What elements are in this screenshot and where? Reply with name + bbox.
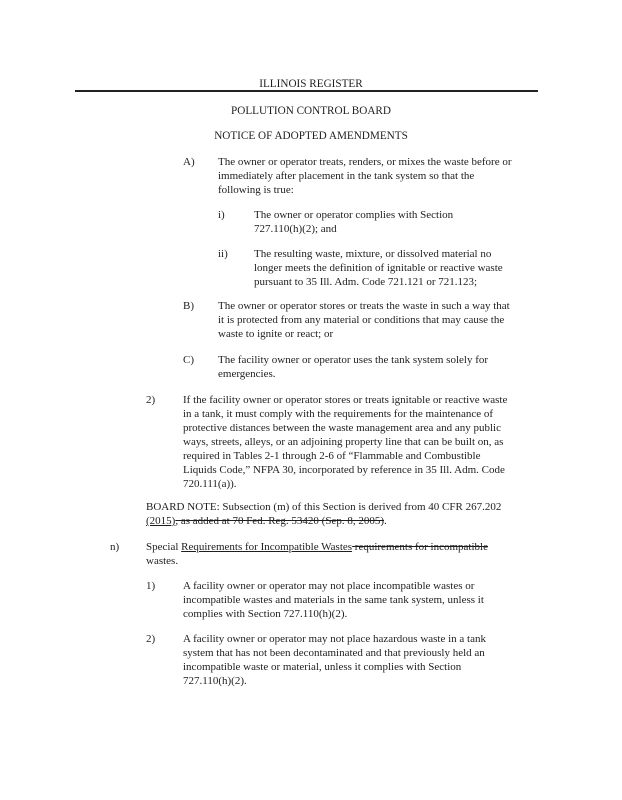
text-line: The owner or operator stores or treats the waste in such a way that: [218, 300, 510, 312]
deleted-text: , as added at 70 Fed. Reg. 53420 (Sep. 8, 2005): [175, 515, 384, 527]
text-line: [146, 514, 501, 528]
text-line: 727.110(h)(2); and: [254, 223, 337, 235]
item-text-n: [146, 540, 488, 568]
item-text-C: [218, 353, 488, 381]
item-text-n-1: [183, 579, 484, 621]
text-fragment: Special: [146, 541, 182, 553]
board-note: [146, 500, 501, 528]
text-line: emergencies.: [218, 368, 276, 380]
text-line: required in Tables 2-1 through 2-6 of “Flammable and Combustible: [183, 450, 481, 462]
item-text-A-i: [254, 208, 453, 236]
text-line: The owner or operator complies with Section: [254, 209, 454, 221]
inserted-text: (2015): [146, 515, 176, 527]
text-line: incompatible waste or material, unless it complies with Section: [183, 661, 462, 673]
inserted-text: Requirements for Incompatible Wastes: [181, 541, 353, 553]
item-label-2: 2): [146, 394, 156, 406]
item-label-A-ii: ii): [218, 248, 228, 260]
text-line: immediately after placement in the tank system so that the: [218, 170, 475, 182]
text-line: complies with Section 727.110(h)(2).: [183, 608, 348, 620]
item-label-n: n): [110, 541, 120, 553]
item-label-A: A): [183, 156, 195, 168]
text-line: 727.110(h)(2).: [183, 675, 247, 687]
text-line: The facility owner or operator uses the tank system solely for: [218, 354, 489, 366]
notice-title: NOTICE OF ADOPTED AMENDMENTS: [214, 130, 408, 142]
text-fragment: .: [384, 515, 387, 527]
text-line: in a tank, it must comply with the requirements for the maintenance of: [183, 408, 494, 420]
item-label-A-i: i): [218, 209, 225, 221]
item-label-B: B): [183, 300, 194, 312]
text-line: following is true:: [218, 184, 294, 196]
text-line: incompatible wastes and materials in the same tank system, unless it: [183, 594, 484, 606]
agency-title: POLLUTION CONTROL BOARD: [231, 105, 391, 117]
text-line: BOARD NOTE: Subsection (m) of this Section is derived from 40 CFR 267.202: [146, 501, 502, 513]
item-label-n-1: 1): [146, 580, 156, 592]
text-line: system that has not been decontaminated and that previously held an: [183, 647, 485, 659]
header-rule: [75, 90, 538, 92]
text-line: [146, 540, 488, 554]
text-line: Liquids Code,” NFPA 30, incorporated by reference in 35 Ill. Adm. Code: [183, 464, 505, 476]
text-line: A facility owner or operator may not place hazardous waste in a tank: [183, 633, 486, 645]
text-line: pursuant to 35 Ill. Adm. Code 721.121 or 721.123;: [254, 276, 478, 288]
text-line: The resulting waste, mixture, or dissolved material no: [254, 248, 492, 260]
text-line: If the facility owner or operator stores or treats ignitable or reactive waste: [183, 394, 508, 406]
item-text-n-2: [183, 632, 486, 688]
item-label-n-2: 2): [146, 633, 156, 645]
register-title: ILLINOIS REGISTER: [259, 78, 363, 90]
text-line: longer meets the definition of ignitable or reactive waste: [254, 262, 503, 274]
text-line: wastes.: [146, 555, 179, 567]
text-line: waste to ignite or react; or: [218, 328, 334, 340]
text-line: ways, streets, alleys, or an adjoining property line that can be built on, as: [183, 436, 504, 448]
deleted-text: requirements for incompatible: [352, 541, 488, 553]
item-text-2: [183, 393, 507, 491]
item-label-C: C): [183, 354, 194, 366]
text-line: 720.111(a)).: [183, 478, 237, 490]
text-line: A facility owner or operator may not place incompatible wastes or: [183, 580, 475, 592]
item-text-A: [218, 155, 512, 197]
text-line: The owner or operator treats, renders, or mixes the waste before or: [218, 156, 512, 168]
item-text-A-ii: [254, 247, 503, 289]
text-line: it is protected from any material or conditions that may cause the: [218, 314, 505, 326]
item-text-B: [218, 299, 510, 341]
text-line: protective distances between the waste management area and any public: [183, 422, 501, 434]
